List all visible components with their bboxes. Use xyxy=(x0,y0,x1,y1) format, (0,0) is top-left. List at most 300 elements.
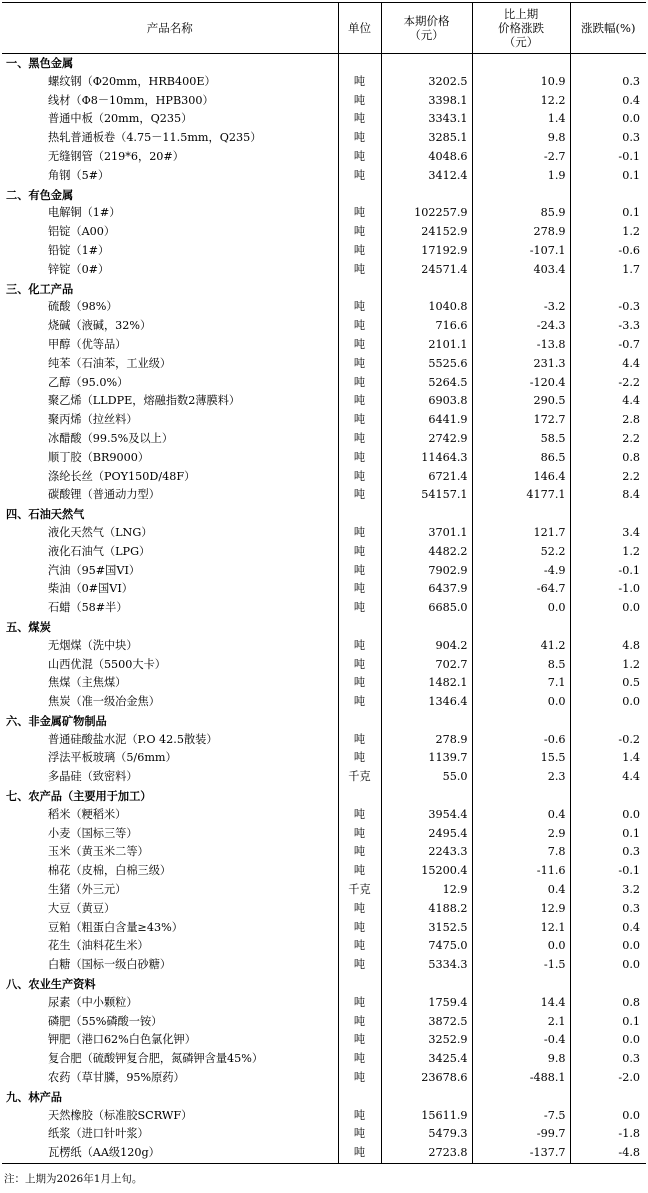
change-cell: 2.1 xyxy=(472,1013,570,1032)
price-cell: 3398.1 xyxy=(381,92,472,111)
price-cell: 3343.1 xyxy=(381,110,472,129)
change-cell xyxy=(472,787,570,806)
unit-cell: 吨 xyxy=(338,204,381,223)
table-row xyxy=(2,1125,646,1144)
price-cell: 2495.4 xyxy=(381,825,472,844)
price-cell xyxy=(381,787,472,806)
unit-cell: 吨 xyxy=(338,937,381,956)
table-row xyxy=(2,825,646,844)
price-cell xyxy=(381,1088,472,1107)
unit-cell: 吨 xyxy=(338,317,381,336)
price-cell: 3412.4 xyxy=(381,167,472,186)
product-name: 小麦（国标三等） xyxy=(2,825,338,844)
price-cell: 1482.1 xyxy=(381,674,472,693)
change-cell: 0.0 xyxy=(472,599,570,618)
table-row xyxy=(2,129,646,148)
change-cell: 10.9 xyxy=(472,73,570,92)
table-row xyxy=(2,1107,646,1126)
table-row xyxy=(2,110,646,129)
table-row xyxy=(2,92,646,111)
change-cell: 1.9 xyxy=(472,167,570,186)
price-cell: 54157.1 xyxy=(381,486,472,505)
header-price-change: 比上期 价格涨跌 （元） xyxy=(472,3,570,54)
unit-cell: 吨 xyxy=(338,1031,381,1050)
unit-cell: 吨 xyxy=(338,825,381,844)
unit-cell: 吨 xyxy=(338,862,381,881)
price-cell xyxy=(381,505,472,524)
price-cell: 15611.9 xyxy=(381,1107,472,1126)
category-row xyxy=(2,505,646,524)
product-name: 铝锭（A00） xyxy=(2,223,338,242)
price-table-page xyxy=(0,2,648,1193)
price-cell xyxy=(381,280,472,299)
price-cell: 3425.4 xyxy=(381,1050,472,1069)
percent-cell: 4.4 xyxy=(570,355,646,374)
price-cell: 5334.3 xyxy=(381,956,472,975)
unit-cell: 吨 xyxy=(338,637,381,656)
price-cell: 12.9 xyxy=(381,881,472,900)
category-name: 六、非金属矿物制品 xyxy=(2,712,338,731)
unit-cell: 吨 xyxy=(338,430,381,449)
price-cell: 23678.6 xyxy=(381,1069,472,1088)
unit-cell: 吨 xyxy=(338,336,381,355)
change-cell: -0.6 xyxy=(472,731,570,750)
product-name: 涤纶长丝（POY150D/48F） xyxy=(2,468,338,487)
percent-cell: -4.8 xyxy=(570,1144,646,1163)
percent-cell xyxy=(570,505,646,524)
product-name: 生猪（外三元） xyxy=(2,881,338,900)
percent-cell: 1.2 xyxy=(570,223,646,242)
product-name: 硫酸（98%） xyxy=(2,298,338,317)
change-cell: -24.3 xyxy=(472,317,570,336)
change-cell: -4.9 xyxy=(472,562,570,581)
change-cell: 9.8 xyxy=(472,1050,570,1069)
percent-cell: 0.5 xyxy=(570,674,646,693)
unit-cell: 吨 xyxy=(338,674,381,693)
table-row xyxy=(2,580,646,599)
product-name: 钾肥（港口62%白色氯化钾） xyxy=(2,1031,338,1050)
change-cell: 8.5 xyxy=(472,656,570,675)
price-cell: 11464.3 xyxy=(381,449,472,468)
change-cell: 2.3 xyxy=(472,768,570,787)
change-cell: -13.8 xyxy=(472,336,570,355)
table-row xyxy=(2,1031,646,1050)
change-cell xyxy=(472,54,570,73)
table-row xyxy=(2,524,646,543)
percent-cell: 0.4 xyxy=(570,919,646,938)
change-cell: 0.4 xyxy=(472,806,570,825)
unit-cell: 千克 xyxy=(338,881,381,900)
unit-cell: 吨 xyxy=(338,1013,381,1032)
change-cell: 1.4 xyxy=(472,110,570,129)
price-cell: 904.2 xyxy=(381,637,472,656)
table-header xyxy=(2,3,646,54)
table-row xyxy=(2,374,646,393)
change-cell: 12.2 xyxy=(472,92,570,111)
price-cell: 6721.4 xyxy=(381,468,472,487)
table-row xyxy=(2,317,646,336)
product-name: 农药（草甘膦，95%原药） xyxy=(2,1069,338,1088)
change-cell: 41.2 xyxy=(472,637,570,656)
table-row xyxy=(2,468,646,487)
table-row xyxy=(2,204,646,223)
change-cell: 278.9 xyxy=(472,223,570,242)
percent-cell: -1.0 xyxy=(570,580,646,599)
table-row xyxy=(2,148,646,167)
category-name: 二、有色金属 xyxy=(2,186,338,205)
product-name: 液化天然气（LNG） xyxy=(2,524,338,543)
table-row xyxy=(2,693,646,712)
unit-cell: 吨 xyxy=(338,919,381,938)
price-cell: 702.7 xyxy=(381,656,472,675)
table-row xyxy=(2,167,646,186)
table-row xyxy=(2,449,646,468)
price-cell xyxy=(381,54,472,73)
price-cell: 17192.9 xyxy=(381,242,472,261)
category-row xyxy=(2,280,646,299)
product-name: 玉米（黄玉米二等） xyxy=(2,843,338,862)
category-row xyxy=(2,618,646,637)
change-cell: 0.4 xyxy=(472,881,570,900)
change-cell: 172.7 xyxy=(472,411,570,430)
change-cell: 403.4 xyxy=(472,261,570,280)
percent-cell: -0.3 xyxy=(570,298,646,317)
category-name: 五、煤炭 xyxy=(2,618,338,637)
unit-cell xyxy=(338,505,381,524)
percent-cell: 8.4 xyxy=(570,486,646,505)
product-name: 汽油（95#国VI） xyxy=(2,562,338,581)
percent-cell: 0.0 xyxy=(570,599,646,618)
price-cell: 1346.4 xyxy=(381,693,472,712)
percent-cell: 0.3 xyxy=(570,1050,646,1069)
table-row xyxy=(2,562,646,581)
table-row xyxy=(2,637,646,656)
price-cell: 2723.8 xyxy=(381,1144,472,1163)
product-name: 螺纹钢（Φ20mm，HRB400E） xyxy=(2,73,338,92)
percent-cell: 0.1 xyxy=(570,1013,646,1032)
change-cell xyxy=(472,618,570,637)
product-name: 多晶硅（致密料） xyxy=(2,768,338,787)
percent-cell xyxy=(570,975,646,994)
product-name: 山西优混（5500大卡） xyxy=(2,656,338,675)
price-cell xyxy=(381,618,472,637)
change-cell: 0.0 xyxy=(472,693,570,712)
price-cell: 3872.5 xyxy=(381,1013,472,1032)
unit-cell: 吨 xyxy=(338,298,381,317)
price-cell: 7475.0 xyxy=(381,937,472,956)
unit-cell: 吨 xyxy=(338,599,381,618)
unit-cell: 吨 xyxy=(338,562,381,581)
percent-cell: -0.7 xyxy=(570,336,646,355)
price-cell: 24571.4 xyxy=(381,261,472,280)
price-cell: 24152.9 xyxy=(381,223,472,242)
category-name: 九、林产品 xyxy=(2,1088,338,1107)
change-cell: 12.1 xyxy=(472,919,570,938)
table-row xyxy=(2,430,646,449)
percent-cell: 0.3 xyxy=(570,129,646,148)
price-cell: 3701.1 xyxy=(381,524,472,543)
unit-cell: 吨 xyxy=(338,242,381,261)
price-cell: 5525.6 xyxy=(381,355,472,374)
table-row xyxy=(2,543,646,562)
unit-cell: 吨 xyxy=(338,900,381,919)
price-cell: 1040.8 xyxy=(381,298,472,317)
percent-cell xyxy=(570,186,646,205)
header-change-percent: 涨跌幅(%) xyxy=(570,3,646,54)
unit-cell: 吨 xyxy=(338,1144,381,1163)
change-cell: 146.4 xyxy=(472,468,570,487)
price-cell: 6441.9 xyxy=(381,411,472,430)
change-cell: 4177.1 xyxy=(472,486,570,505)
table-row xyxy=(2,956,646,975)
unit-cell: 吨 xyxy=(338,524,381,543)
change-cell: -1.5 xyxy=(472,956,570,975)
price-cell: 2243.3 xyxy=(381,843,472,862)
price-cell: 4048.6 xyxy=(381,148,472,167)
percent-cell: -2.2 xyxy=(570,374,646,393)
table-row xyxy=(2,862,646,881)
price-cell: 3954.4 xyxy=(381,806,472,825)
product-name: 稻米（粳稻米） xyxy=(2,806,338,825)
unit-cell: 吨 xyxy=(338,411,381,430)
price-cell: 6903.8 xyxy=(381,392,472,411)
table-row xyxy=(2,937,646,956)
unit-cell: 吨 xyxy=(338,693,381,712)
category-name: 七、农产品（主要用于加工） xyxy=(2,787,338,806)
table-row xyxy=(2,900,646,919)
table-row xyxy=(2,261,646,280)
category-row xyxy=(2,975,646,994)
change-cell: 231.3 xyxy=(472,355,570,374)
footnote: 注：上期为2026年1月上旬。 xyxy=(4,1173,143,1185)
category-row xyxy=(2,186,646,205)
unit-cell xyxy=(338,712,381,731)
unit-cell: 吨 xyxy=(338,374,381,393)
percent-cell: 2.8 xyxy=(570,411,646,430)
change-cell: 85.9 xyxy=(472,204,570,223)
percent-cell: 0.0 xyxy=(570,693,646,712)
unit-cell: 吨 xyxy=(338,1125,381,1144)
price-cell: 5264.5 xyxy=(381,374,472,393)
unit-cell: 吨 xyxy=(338,129,381,148)
category-name: 八、农业生产资料 xyxy=(2,975,338,994)
table-row xyxy=(2,486,646,505)
unit-cell: 吨 xyxy=(338,73,381,92)
product-name: 天然橡胶（标准胶SCRWF） xyxy=(2,1107,338,1126)
product-name: 角钢（5#） xyxy=(2,167,338,186)
price-cell: 4482.2 xyxy=(381,543,472,562)
unit-cell: 吨 xyxy=(338,1069,381,1088)
change-cell xyxy=(472,280,570,299)
percent-cell: -0.2 xyxy=(570,731,646,750)
percent-cell: 3.4 xyxy=(570,524,646,543)
percent-cell: -2.0 xyxy=(570,1069,646,1088)
table-row xyxy=(2,919,646,938)
percent-cell xyxy=(570,1088,646,1107)
change-cell: -99.7 xyxy=(472,1125,570,1144)
change-cell: 2.9 xyxy=(472,825,570,844)
table-row xyxy=(2,768,646,787)
price-cell: 3202.5 xyxy=(381,73,472,92)
category-row xyxy=(2,787,646,806)
price-cell: 3285.1 xyxy=(381,129,472,148)
change-cell: 121.7 xyxy=(472,524,570,543)
price-cell: 3152.5 xyxy=(381,919,472,938)
table-row xyxy=(2,242,646,261)
table-row xyxy=(2,411,646,430)
product-name: 聚乙烯（LLDPE，熔融指数2薄膜料） xyxy=(2,392,338,411)
price-cell: 6685.0 xyxy=(381,599,472,618)
unit-cell xyxy=(338,787,381,806)
price-cell xyxy=(381,975,472,994)
unit-cell: 吨 xyxy=(338,1107,381,1126)
table-row xyxy=(2,355,646,374)
percent-cell: 0.8 xyxy=(570,449,646,468)
change-cell: 15.5 xyxy=(472,749,570,768)
percent-cell: 0.1 xyxy=(570,167,646,186)
product-name: 乙醇（95.0%） xyxy=(2,374,338,393)
unit-cell: 吨 xyxy=(338,92,381,111)
product-name: 无缝钢管（219*6，20#） xyxy=(2,148,338,167)
unit-cell: 吨 xyxy=(338,486,381,505)
change-cell xyxy=(472,712,570,731)
percent-cell: 3.2 xyxy=(570,881,646,900)
change-cell xyxy=(472,186,570,205)
price-cell: 716.6 xyxy=(381,317,472,336)
product-name: 电解铜（1#） xyxy=(2,204,338,223)
product-name: 普通中板（20mm，Q235） xyxy=(2,110,338,129)
category-row xyxy=(2,1088,646,1107)
price-cell: 278.9 xyxy=(381,731,472,750)
change-cell: 52.2 xyxy=(472,543,570,562)
product-name: 柴油（0#国VI） xyxy=(2,580,338,599)
percent-cell: -0.1 xyxy=(570,148,646,167)
percent-cell: 0.0 xyxy=(570,806,646,825)
product-name: 铅锭（1#） xyxy=(2,242,338,261)
price-cell: 2101.1 xyxy=(381,336,472,355)
percent-cell: 2.2 xyxy=(570,468,646,487)
price-cell xyxy=(381,712,472,731)
percent-cell: -0.1 xyxy=(570,862,646,881)
product-name: 烧碱（液碱，32%） xyxy=(2,317,338,336)
percent-cell: -1.8 xyxy=(570,1125,646,1144)
percent-cell xyxy=(570,787,646,806)
unit-cell xyxy=(338,186,381,205)
product-name: 聚丙烯（拉丝料） xyxy=(2,411,338,430)
product-name: 纸浆（进口针叶浆） xyxy=(2,1125,338,1144)
table-row xyxy=(2,392,646,411)
table-row xyxy=(2,1050,646,1069)
unit-cell xyxy=(338,1088,381,1107)
percent-cell xyxy=(570,618,646,637)
price-cell: 3252.9 xyxy=(381,1031,472,1050)
category-row xyxy=(2,54,646,73)
unit-cell xyxy=(338,54,381,73)
product-name: 瓦楞纸（AA级120g） xyxy=(2,1144,338,1163)
unit-cell: 吨 xyxy=(338,843,381,862)
unit-cell xyxy=(338,280,381,299)
percent-cell: 2.2 xyxy=(570,430,646,449)
product-name: 普通硅酸盐水泥（P.O 42.5散装） xyxy=(2,731,338,750)
change-cell: 14.4 xyxy=(472,994,570,1013)
category-name: 四、石油天然气 xyxy=(2,505,338,524)
product-name: 豆粕（粗蛋白含量≥43%） xyxy=(2,919,338,938)
product-name: 焦炭（准一级冶金焦） xyxy=(2,693,338,712)
product-name: 石蜡（58#半） xyxy=(2,599,338,618)
unit-cell: 吨 xyxy=(338,167,381,186)
price-cell: 6437.9 xyxy=(381,580,472,599)
price-table xyxy=(2,2,646,1164)
table-row xyxy=(2,298,646,317)
product-name: 液化石油气（LPG） xyxy=(2,543,338,562)
product-name: 棉花（皮棉，白棉三级） xyxy=(2,862,338,881)
product-name: 大豆（黄豆） xyxy=(2,900,338,919)
table-row xyxy=(2,843,646,862)
percent-cell: 0.0 xyxy=(570,956,646,975)
unit-cell: 吨 xyxy=(338,749,381,768)
price-cell: 4188.2 xyxy=(381,900,472,919)
unit-cell: 吨 xyxy=(338,806,381,825)
unit-cell xyxy=(338,618,381,637)
product-name: 花生（油料花生米） xyxy=(2,937,338,956)
change-cell: -137.7 xyxy=(472,1144,570,1163)
percent-cell: 4.8 xyxy=(570,637,646,656)
percent-cell: 1.2 xyxy=(570,656,646,675)
price-cell: 7902.9 xyxy=(381,562,472,581)
percent-cell: 0.8 xyxy=(570,994,646,1013)
change-cell xyxy=(472,505,570,524)
table-row xyxy=(2,674,646,693)
table-row xyxy=(2,749,646,768)
unit-cell: 吨 xyxy=(338,543,381,562)
price-cell xyxy=(381,186,472,205)
percent-cell: -3.3 xyxy=(570,317,646,336)
table-row xyxy=(2,656,646,675)
price-cell: 1139.7 xyxy=(381,749,472,768)
percent-cell: 0.4 xyxy=(570,92,646,111)
percent-cell xyxy=(570,280,646,299)
unit-cell: 千克 xyxy=(338,768,381,787)
percent-cell xyxy=(570,712,646,731)
change-cell: 7.1 xyxy=(472,674,570,693)
unit-cell: 吨 xyxy=(338,731,381,750)
change-cell: -2.7 xyxy=(472,148,570,167)
price-cell: 1759.4 xyxy=(381,994,472,1013)
unit-cell: 吨 xyxy=(338,956,381,975)
unit-cell: 吨 xyxy=(338,110,381,129)
percent-cell: 0.1 xyxy=(570,825,646,844)
change-cell: 86.5 xyxy=(472,449,570,468)
table-row xyxy=(2,336,646,355)
unit-cell: 吨 xyxy=(338,392,381,411)
product-name: 甲醇（优等品） xyxy=(2,336,338,355)
product-name: 焦煤（主焦煤） xyxy=(2,674,338,693)
percent-cell xyxy=(570,54,646,73)
price-cell: 55.0 xyxy=(381,768,472,787)
table-row xyxy=(2,731,646,750)
change-cell: -3.2 xyxy=(472,298,570,317)
unit-cell: 吨 xyxy=(338,148,381,167)
percent-cell: 0.1 xyxy=(570,204,646,223)
category-row xyxy=(2,712,646,731)
unit-cell: 吨 xyxy=(338,223,381,242)
table-row xyxy=(2,1144,646,1163)
change-cell: 12.9 xyxy=(472,900,570,919)
product-name: 顺丁胶（BR9000） xyxy=(2,449,338,468)
percent-cell: -0.1 xyxy=(570,562,646,581)
table-row xyxy=(2,994,646,1013)
unit-cell: 吨 xyxy=(338,656,381,675)
